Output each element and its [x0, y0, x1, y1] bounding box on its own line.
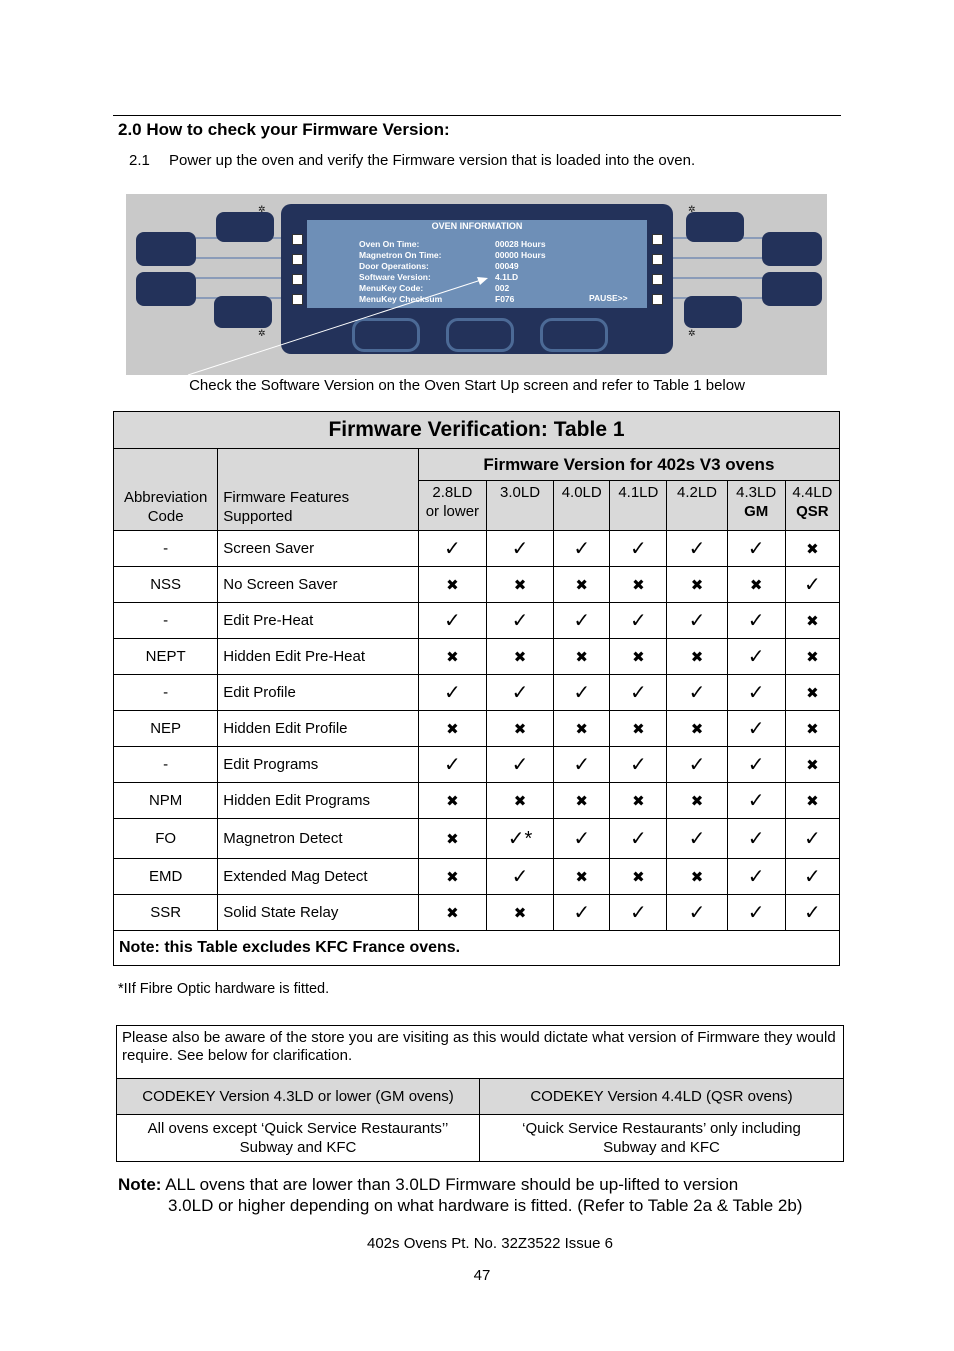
check-icon: ✓ [727, 819, 785, 859]
table-row [114, 747, 840, 783]
abbreviation-cell: EMD [114, 859, 218, 895]
section-title: 2.0 How to check your Firmware Version: [118, 120, 450, 139]
check-icon: ✓ [667, 895, 727, 931]
check-icon: ✓ [727, 859, 785, 895]
page-footer: 402s Ovens Pt. No. 32Z3522 Issue 6 [367, 1235, 613, 1252]
version-group-header: Firmware Version for 402s V3 ovens [418, 449, 839, 481]
cross-icon: ✖ [486, 567, 553, 603]
sun-icon: ✲ [258, 204, 266, 214]
feature-cell: Solid State Relay [218, 895, 419, 931]
check-icon: ✓ [610, 895, 667, 931]
sun-icon: ✲ [258, 328, 266, 338]
abbreviation-cell: NEPT [114, 639, 218, 675]
table-row [114, 859, 840, 895]
note-line-1: ALL ovens that are lower than 3.0LD Firmware should be up-lifted to version [165, 1175, 739, 1194]
check-icon: ✓ [418, 531, 486, 567]
check-icon: ✓ [554, 531, 610, 567]
cross-icon: ✖ [486, 895, 553, 931]
screen-header: OVEN INFORMATION [431, 221, 523, 231]
cross-icon: ✖ [418, 819, 486, 859]
cross-icon: ✖ [418, 567, 486, 603]
check-icon: ✓ [554, 747, 610, 783]
check-icon: ✓ [727, 531, 785, 567]
version-header-cell: 2.8LD or lower [418, 481, 486, 531]
cross-icon: ✖ [785, 747, 839, 783]
check-icon: ✓ [610, 747, 667, 783]
check-icon: ✓ [727, 895, 785, 931]
check-icon: ✓ [667, 531, 727, 567]
feature-cell: Magnetron Detect [218, 819, 419, 859]
cross-icon: ✖ [785, 531, 839, 567]
codekey-intro: Please also be aware of the store you are visiting as this would dictate what version of Firmware they would require. See below for clarification. [117, 1026, 844, 1079]
cross-icon: ✖ [610, 639, 667, 675]
cross-icon: ✖ [667, 567, 727, 603]
check-icon: ✓ [667, 747, 727, 783]
check-icon: ✓ [785, 819, 839, 859]
abbreviation-cell: - [114, 675, 218, 711]
check-icon: ✓ [610, 603, 667, 639]
check-icon: ✓ [418, 603, 486, 639]
feature-cell: Hidden Edit Profile [218, 711, 419, 747]
firmware-verification-table [113, 411, 840, 966]
screen-row: Software Version: 4.1LD [359, 272, 519, 282]
abbreviation-header: Abbreviation Code [114, 449, 218, 531]
cross-icon: ✖ [486, 711, 553, 747]
cross-icon: ✖ [418, 711, 486, 747]
check-icon: ✓ [486, 675, 553, 711]
callout-arrow [126, 194, 827, 375]
abbreviation-cell: - [114, 747, 218, 783]
screen-row: MenuKey Code: 002 [359, 283, 510, 293]
version-header-cell: 4.0LD [554, 481, 610, 531]
check-icon: ✓ [785, 859, 839, 895]
cross-icon: ✖ [610, 783, 667, 819]
version-header-cell: 3.0LD [486, 481, 553, 531]
page-number: 47 [473, 1267, 491, 1284]
pause-label: PAUSE>> [589, 293, 628, 303]
features-header: Firmware Features Supported [218, 449, 419, 531]
check-icon: ✓ [727, 711, 785, 747]
check-icon: ✓* [486, 819, 553, 859]
feature-cell: Edit Programs [218, 747, 419, 783]
note-line-2: 3.0LD or higher depending on what hardware is fitted. (Refer to Table 2a & Table 2b) [168, 1196, 803, 1215]
cross-icon: ✖ [554, 859, 610, 895]
check-icon: ✓ [667, 603, 727, 639]
cross-icon: ✖ [785, 603, 839, 639]
feature-cell: Edit Pre-Heat [218, 603, 419, 639]
feature-cell: Hidden Edit Pre-Heat [218, 639, 419, 675]
check-icon: ✓ [554, 895, 610, 931]
abbreviation-cell: NSS [114, 567, 218, 603]
table-row [114, 819, 840, 859]
abbreviation-cell: SSR [114, 895, 218, 931]
check-icon: ✓ [486, 531, 553, 567]
check-icon: ✓ [610, 675, 667, 711]
codekey-gm-body: All ovens except ‘Quick Service Restaurants’’ Subway and KFC [117, 1115, 480, 1162]
step-text: Power up the oven and verify the Firmware version that is loaded into the oven. [169, 152, 696, 169]
sun-icon: ✲ [688, 204, 696, 214]
cross-icon: ✖ [418, 639, 486, 675]
codekey-table [116, 1025, 844, 1162]
table-title: Firmware Verification: Table 1 [114, 412, 840, 449]
cross-icon: ✖ [554, 783, 610, 819]
check-icon: ✓ [486, 859, 553, 895]
table-row [114, 531, 840, 567]
cross-icon: ✖ [610, 859, 667, 895]
check-icon: ✓ [727, 747, 785, 783]
cross-icon: ✖ [667, 639, 727, 675]
check-icon: ✓ [554, 675, 610, 711]
footnote: *IIf Fibre Optic hardware is fitted. [118, 981, 330, 997]
cross-icon: ✖ [667, 783, 727, 819]
cross-icon: ✖ [610, 567, 667, 603]
table-row [114, 675, 840, 711]
feature-cell: Screen Saver [218, 531, 419, 567]
version-header-cell: 4.1LD [610, 481, 667, 531]
table-row [114, 603, 840, 639]
feature-cell: Hidden Edit Programs [218, 783, 419, 819]
feature-cell: Edit Profile [218, 675, 419, 711]
abbreviation-cell: NPM [114, 783, 218, 819]
upgrade-note [118, 1174, 802, 1216]
table-row [114, 895, 840, 931]
cross-icon: ✖ [554, 639, 610, 675]
feature-cell: No Screen Saver [218, 567, 419, 603]
step-2-1 [129, 152, 695, 169]
check-icon: ✓ [418, 747, 486, 783]
cross-icon: ✖ [486, 783, 553, 819]
cross-icon: ✖ [785, 675, 839, 711]
codekey-qsr-header: CODEKEY Version 4.4LD (QSR ovens) [480, 1079, 844, 1115]
codekey-qsr-body: ‘Quick Service Restaurants’ only including Subway and KFC [480, 1115, 844, 1162]
screen-row: MenuKey Checksum F076 [359, 294, 515, 304]
cross-icon: ✖ [486, 639, 553, 675]
check-icon: ✓ [727, 639, 785, 675]
cross-icon: ✖ [785, 639, 839, 675]
screen-row: Door Operations: 00049 [359, 261, 519, 271]
header-rule [113, 115, 841, 116]
cross-icon: ✖ [610, 711, 667, 747]
check-icon: ✓ [554, 819, 610, 859]
codekey-gm-header: CODEKEY Version 4.3LD or lower (GM ovens) [117, 1079, 480, 1115]
abbreviation-cell: - [114, 531, 218, 567]
check-icon: ✓ [554, 603, 610, 639]
table-row [114, 567, 840, 603]
check-icon: ✓ [610, 531, 667, 567]
check-icon: ✓ [486, 603, 553, 639]
cross-icon: ✖ [418, 895, 486, 931]
check-icon: ✓ [785, 567, 839, 603]
check-icon: ✓ [727, 783, 785, 819]
check-icon: ✓ [727, 603, 785, 639]
abbreviation-cell: FO [114, 819, 218, 859]
screen-row: Magnetron On Time: 00000 Hours [359, 250, 546, 260]
check-icon: ✓ [667, 675, 727, 711]
check-icon: ✓ [610, 819, 667, 859]
sun-icon: ✲ [688, 328, 696, 338]
cross-icon: ✖ [785, 783, 839, 819]
cross-icon: ✖ [667, 711, 727, 747]
check-icon: ✓ [418, 675, 486, 711]
table-row [114, 783, 840, 819]
cross-icon: ✖ [418, 859, 486, 895]
feature-rows [114, 531, 840, 931]
oven-panel-image [126, 194, 827, 375]
version-header-cell: 4.3LD GM [727, 481, 785, 531]
table-note: Note: this Table excludes KFC France ovens. [114, 931, 840, 966]
feature-cell: Extended Mag Detect [218, 859, 419, 895]
table-row [114, 711, 840, 747]
note-label: Note: [118, 1175, 162, 1194]
cross-icon: ✖ [418, 783, 486, 819]
version-header-cell: 4.4LD QSR [785, 481, 839, 531]
image-caption: Check the Software Version on the Oven Start Up screen and refer to Table 1 below [189, 377, 745, 394]
abbreviation-cell: - [114, 603, 218, 639]
version-header-cell: 4.2LD [667, 481, 727, 531]
screen-row: Oven On Time: 00028 Hours [359, 239, 546, 249]
check-icon: ✓ [486, 747, 553, 783]
table-row [114, 639, 840, 675]
cross-icon: ✖ [727, 567, 785, 603]
cross-icon: ✖ [667, 859, 727, 895]
cross-icon: ✖ [554, 711, 610, 747]
abbreviation-cell: NEP [114, 711, 218, 747]
cross-icon: ✖ [785, 711, 839, 747]
check-icon: ✓ [785, 895, 839, 931]
cross-icon: ✖ [554, 567, 610, 603]
check-icon: ✓ [727, 675, 785, 711]
check-icon: ✓ [667, 819, 727, 859]
step-number: 2.1 [129, 152, 150, 169]
